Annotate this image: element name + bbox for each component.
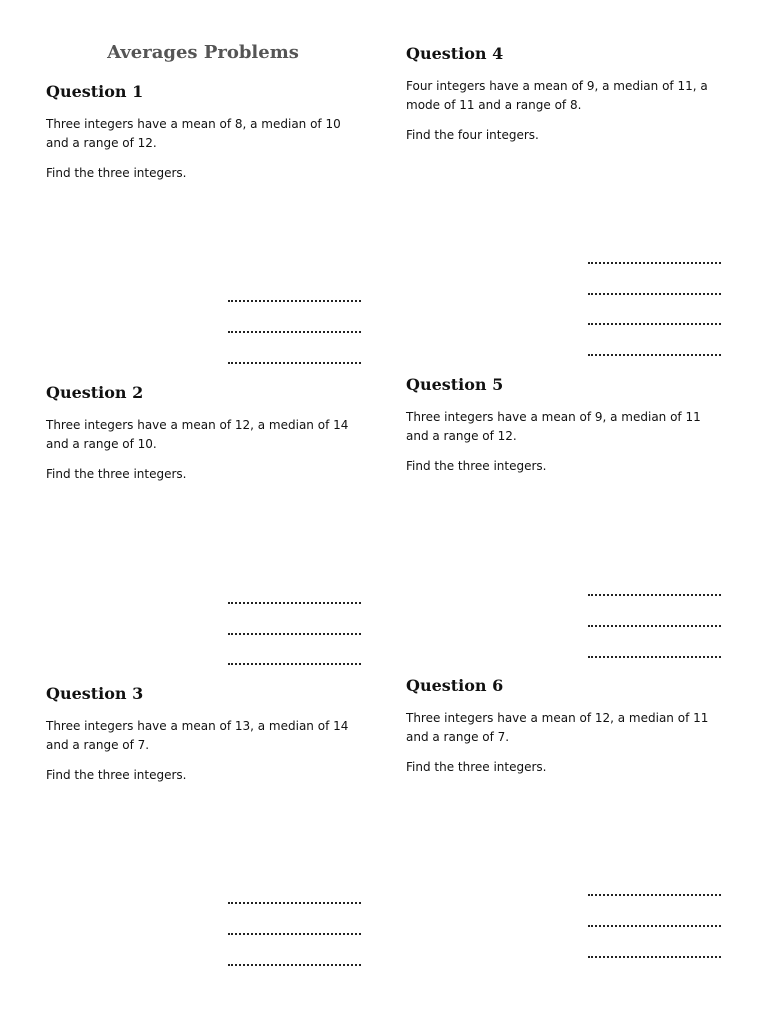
answer-line[interactable] [228, 602, 361, 604]
question-heading: Question 2 [46, 383, 144, 402]
question-instruction: Find the three integers. [46, 768, 187, 782]
answer-line[interactable] [588, 656, 721, 658]
question-heading: Question 6 [406, 676, 504, 695]
answer-line[interactable] [588, 323, 721, 325]
answer-line[interactable] [588, 625, 721, 627]
answer-line[interactable] [228, 933, 361, 935]
answer-line[interactable] [228, 902, 361, 904]
question-text: Three integers have a mean of 8, a median of 10 and a range of 12. [46, 117, 341, 150]
answer-line[interactable] [588, 956, 721, 958]
answer-line[interactable] [588, 925, 721, 927]
answer-line[interactable] [228, 331, 361, 333]
answer-line[interactable] [228, 300, 361, 302]
answer-line[interactable] [588, 262, 721, 264]
question-text: Three integers have a mean of 13, a median of 14 and a range of 7. [46, 719, 349, 752]
question-4 [406, 44, 724, 145]
question-instruction: Find the three integers. [46, 467, 187, 481]
question-instruction: Find the three integers. [406, 760, 547, 774]
question-heading: Question 5 [406, 375, 504, 394]
question-3 [46, 684, 364, 785]
answer-line[interactable] [588, 293, 721, 295]
question-5 [406, 375, 724, 476]
answer-line[interactable] [228, 633, 361, 635]
answer-line[interactable] [228, 663, 361, 665]
question-6 [406, 676, 724, 777]
page-title: Averages Problems [107, 42, 299, 63]
answer-line[interactable] [588, 894, 721, 896]
question-heading: Question 1 [46, 82, 144, 101]
question-heading: Question 3 [46, 684, 144, 703]
question-heading: Question 4 [406, 44, 504, 63]
answer-line[interactable] [228, 362, 361, 364]
question-instruction: Find the three integers. [406, 459, 547, 473]
question-2 [46, 383, 364, 484]
question-instruction: Find the three integers. [46, 166, 187, 180]
question-text: Four integers have a mean of 9, a median of 11, a mode of 11 and a range of 8. [406, 79, 708, 112]
question-1 [46, 82, 364, 183]
question-text: Three integers have a mean of 9, a median of 11 and a range of 12. [406, 410, 701, 443]
question-instruction: Find the four integers. [406, 128, 539, 142]
question-text: Three integers have a mean of 12, a median of 14 and a range of 10. [46, 418, 349, 451]
answer-line[interactable] [588, 594, 721, 596]
question-text: Three integers have a mean of 12, a median of 11 and a range of 7. [406, 711, 709, 744]
answer-line[interactable] [588, 354, 721, 356]
answer-line[interactable] [228, 964, 361, 966]
